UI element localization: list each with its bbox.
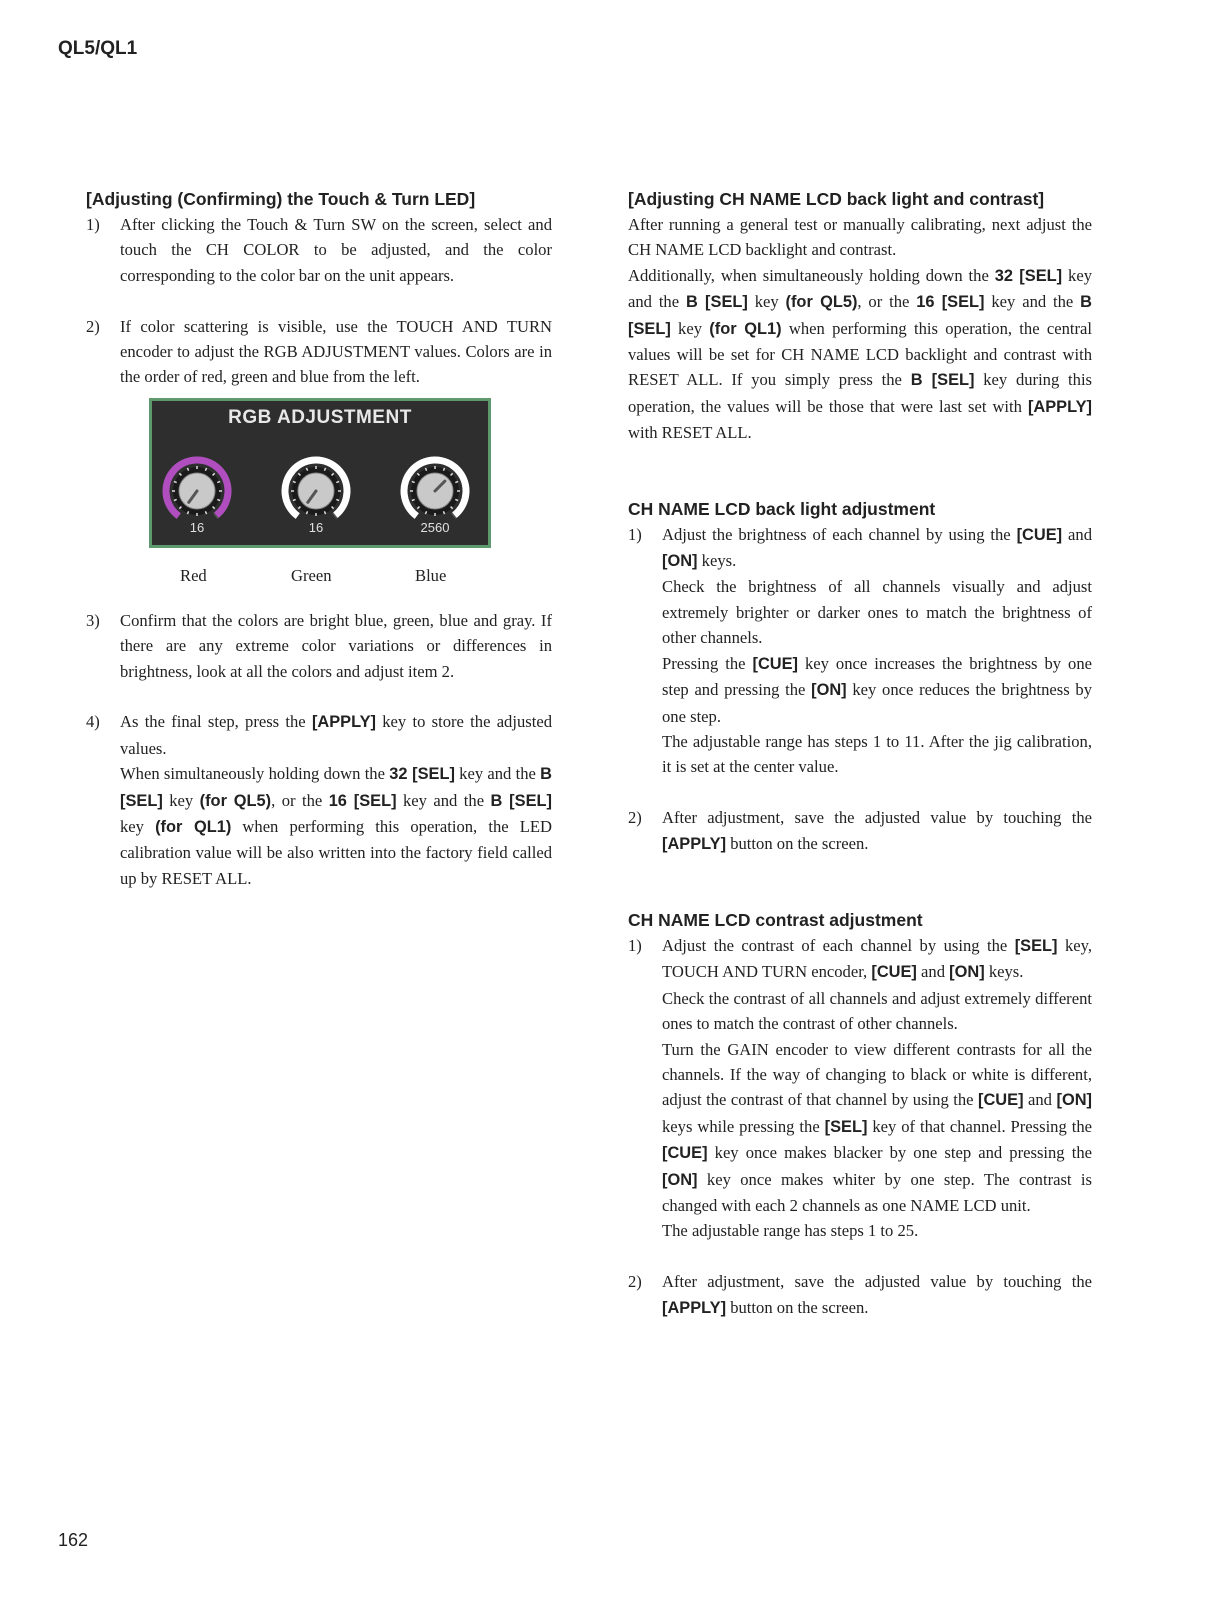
knob-tick — [412, 481, 415, 482]
knob-tick — [293, 499, 296, 500]
knob-tick — [455, 481, 458, 482]
knob-caption-blue: Blue — [415, 565, 447, 585]
knob-tick — [205, 468, 206, 471]
knob-caption-green: Green — [291, 565, 332, 585]
knob-tick — [187, 511, 188, 514]
item-text: Check the brightness of all channels visually and adjust extremely brighter or darker ones to match the brightness of other channels. — [662, 577, 1092, 648]
intro-text: After running a general test or manually calibrating, next adjust the CH NAME LCD backlight and contrast. — [628, 215, 1092, 260]
knob-tick — [306, 468, 307, 471]
item-text: After adjustment, save the adjusted value by touching the [APPLY] button on the screen. — [662, 808, 1092, 853]
rgb-adjustment-panel — [149, 398, 491, 548]
section-heading-backlight: CH NAME LCD back light adjustment — [628, 498, 936, 519]
knob-tick — [336, 499, 339, 500]
item-number: 2) — [86, 316, 100, 336]
item-number: 2) — [628, 808, 642, 828]
item-number: 1) — [628, 935, 642, 955]
knob-tick — [205, 511, 206, 514]
item-text: If color scattering is visible, use the TOUCH AND TURN encoder to adjust the RGB ADJUSTMENT values. Colors are in the order of red, green and blue from the left. — [120, 316, 552, 387]
intro-text: Additionally, when simultaneously holding down the 32 [SEL] key and the B [SEL] key (for QL5), or the 16 [SEL] key and the B [SEL] key (for QL1) when performing this operation, the central values will be set for CH NAME LCD backlight and contrast with RESET ALL. If you simply press the B [SEL] key during this operation, the values will be those that were last set with [APPLY] with RESET ALL. — [628, 265, 1093, 443]
knob-tick — [425, 468, 426, 471]
item-text: Turn the GAIN encoder to view different contrasts for all the channels. If the way of changing to black or white is different, adjust the contrast of that channel by using the [CUE] and [ON] keys while pressing the [SEL] key of that channel. Pressing the [CUE] key once makes blacker by one step and pressing the [ON] key once makes whiter by one step. The contrast is changed with each 2 channels as one NAME LCD unit. — [662, 1039, 1092, 1215]
item-number: 2) — [628, 1272, 642, 1292]
knob-tick — [306, 511, 307, 514]
item-number: 3) — [86, 610, 100, 630]
list-item — [628, 1269, 1092, 1321]
item-text: As the final step, press the [APPLY] key to store the adjusted values. — [120, 712, 552, 758]
item-text: Check the contrast of all channels and adjust extremely different ones to match the contrast of other channels. — [662, 988, 1092, 1034]
list-item — [86, 608, 552, 684]
knob-tick — [336, 481, 339, 482]
knob-tick — [443, 511, 444, 514]
page-number: 162 — [58, 1530, 89, 1550]
knob-tick — [455, 499, 458, 500]
list-item — [628, 805, 1092, 857]
item-number: 1) — [628, 524, 642, 544]
list-item — [628, 933, 1092, 1244]
knob-value: 16 — [189, 519, 205, 535]
knob-caption-red: Red — [180, 565, 207, 585]
knob-tick — [443, 468, 444, 471]
section-heading-lcd: [Adjusting CH NAME LCD back light and contrast] — [628, 189, 1045, 209]
left-column — [86, 186, 552, 891]
item-text: When simultaneously holding down the 32 [SEL] key and the B [SEL] key (for QL5), or the 16 [SEL] key and the B [SEL] key (for QL1) when performing this operation, the LED calibration value will be also written into the factory field called up by RESET ALL. — [120, 764, 552, 888]
list-item — [86, 314, 552, 390]
knob-tick — [412, 499, 415, 500]
knob-tick — [174, 481, 177, 482]
right-column — [628, 186, 1092, 1321]
rgb-panel-title: RGB ADJUSTMENT — [228, 406, 412, 428]
knob-tick — [425, 511, 426, 514]
page-header: QL5/QL1 — [58, 38, 138, 59]
item-text: Pressing the [CUE] key once increases the brightness by one step and pressing the [ON] key once reduces the brightness by one step. — [662, 653, 1093, 726]
item-text: The adjustable range has steps 1 to 11. After the jig calibration, it is set at the center value. — [662, 731, 1092, 777]
section-heading-touch-turn-led: [Adjusting (Confirming) the Touch & Turn LED] — [86, 189, 476, 209]
knob-tick — [293, 481, 296, 482]
item-text: Adjust the contrast of each channel by using the [SEL] key, TOUCH AND TURN encoder, [CUE] and [ON] keys. — [662, 935, 1092, 982]
item-number: 4) — [86, 712, 100, 732]
knob-tick — [217, 499, 220, 500]
knob-tick — [217, 481, 220, 482]
item-text: The adjustable range has steps 1 to 25. — [662, 1221, 919, 1241]
knob-tick — [187, 468, 188, 471]
section-heading-contrast: CH NAME LCD contrast adjustment — [628, 909, 923, 930]
list-item — [86, 212, 552, 288]
rgb-knobs — [152, 401, 488, 545]
list-item — [86, 709, 552, 891]
item-number: 1) — [86, 215, 100, 234]
item-text: Adjust the brightness of each channel by using the [CUE] and [ON] keys. — [662, 524, 1092, 571]
knob-tick — [174, 499, 177, 500]
knob-tick — [324, 511, 325, 514]
item-text: After adjustment, save the adjusted value by touching the [APPLY] button on the screen. — [662, 1272, 1092, 1317]
knob-tick — [324, 468, 325, 471]
rgb-adjustment-figure — [86, 398, 552, 608]
item-text: After clicking the Touch & Turn SW on the screen, select and touch the CH COLOR to be adjusted, and the color corresponding to the color bar on the unit appears. — [120, 215, 552, 285]
knob-value: 16 — [308, 519, 324, 535]
item-text: Confirm that the colors are bright blue, green, blue and gray. If there are any extreme color variations or differences in brightness, look at all the colors and adjust item 2. — [120, 610, 552, 681]
knob-value: 2560 — [420, 519, 450, 535]
list-item — [628, 522, 1092, 780]
